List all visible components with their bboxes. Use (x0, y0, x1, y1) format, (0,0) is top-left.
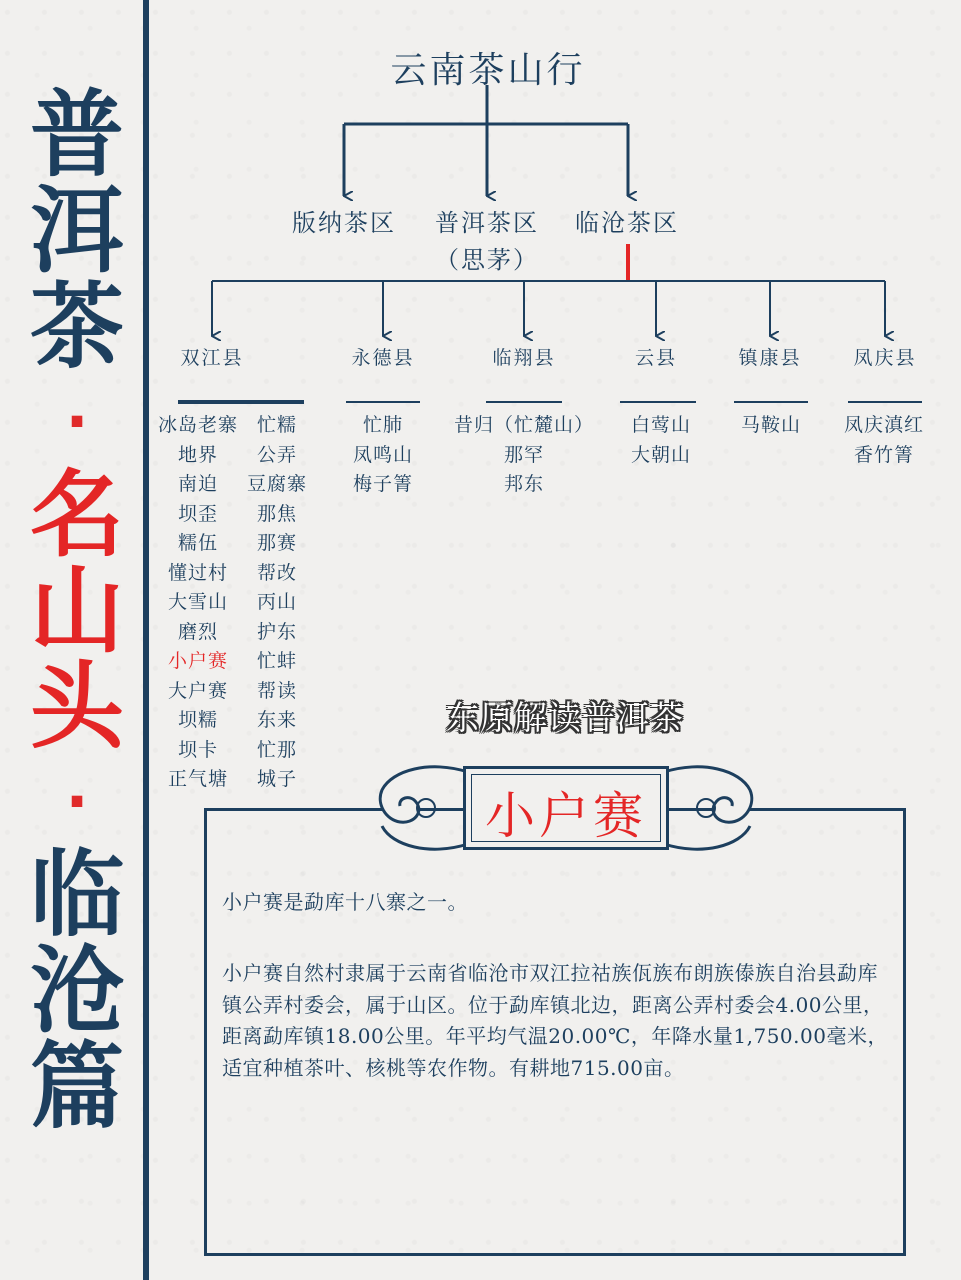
mountain-item: 忙那 (256, 738, 297, 761)
title-char: 篇 (29, 1033, 124, 1142)
mountain-item-highlighted: 小户赛 (167, 650, 228, 672)
mountain-item: 懂过村 (167, 561, 228, 584)
mountain-item: 护东 (256, 620, 297, 643)
title-char: 洱 (29, 177, 124, 286)
title-char: 临 (29, 841, 124, 950)
mountain-item: 公弄 (256, 443, 297, 466)
mountain-item: 忙肺 (362, 414, 403, 436)
mountain-item: 马鞍山 (740, 414, 801, 436)
county-fengqing: 凤庆县 (853, 347, 917, 369)
banner-scroll-left (380, 767, 468, 849)
county-shuangjiang: 双江县 (180, 347, 244, 369)
banner-title: 小户赛 (485, 787, 647, 845)
title-char: 头 (29, 653, 124, 762)
mountain-item: 昔归（忙麓山） (453, 414, 594, 436)
mountain-item: 地界 (177, 443, 218, 466)
tree-root: 云南茶山行 (390, 50, 586, 91)
mountain-item: 大朝山 (630, 443, 691, 466)
mountain-item: 凤庆滇红 (843, 414, 924, 436)
mountain-item: 东来 (256, 709, 297, 731)
banner-scroll-right (664, 767, 752, 849)
mountain-item: 梅子箐 (352, 473, 413, 495)
mountain-item: 帮读 (256, 679, 297, 702)
mountain-item: 正气塘 (167, 768, 228, 790)
region-puer: 普洱茶区 (435, 209, 539, 237)
mountain-item: 冰岛老寨 (157, 414, 238, 436)
mountain-item: 邦东 (503, 473, 544, 495)
mountain-item: 大雪山 (167, 591, 228, 613)
county-zhenkang: 镇康县 (738, 347, 802, 369)
mountain-item: 帮改 (256, 561, 297, 584)
mountain-item: 磨烈 (177, 620, 218, 643)
mountain-item: 白莺山 (630, 414, 691, 436)
info-paragraph-1: 小户赛是勐库十八寨之一。 (222, 890, 468, 914)
mountain-item: 那罕 (503, 443, 544, 466)
mountain-item: 忙蚌 (256, 650, 297, 672)
mountain-item: 糯伍 (177, 532, 218, 554)
mountain-item: 坝歪 (177, 502, 218, 525)
title-char: 山 (29, 557, 124, 666)
info-paragraph-2: 小户赛自然村隶属于云南省临沧市双江拉祜族佤族布朗族傣族自治县勐库镇公弄村委会，属于山区。位于勐库镇北边，距离公弄村委会4.00公里，距离勐库镇18.00公里。年平均气温20.00℃，年降水量1,750.00毫米，适宜种植茶叶、核桃等农作物。有耕地715.00亩。 (222, 961, 888, 1080)
title-char: 名 (29, 461, 124, 570)
county-linxiang: 临翔县 (492, 347, 556, 369)
mountain-item: 那赛 (256, 532, 297, 554)
mountain-item: 香竹箐 (853, 443, 914, 466)
title-char: 普 (29, 81, 124, 190)
brand-caption: 东原解读普洱茶 (446, 698, 684, 737)
mountain-item: 城子 (256, 768, 297, 790)
title-separator: · (65, 387, 89, 457)
title-char: 沧 (29, 937, 124, 1046)
mountain-item: 那焦 (256, 502, 297, 525)
title-char: 茶 (29, 273, 124, 382)
mountain-item: 大户赛 (167, 679, 228, 702)
title-separator: · (65, 767, 89, 837)
mountain-item: 南迫 (177, 473, 218, 495)
mountain-item: 坝卡 (177, 738, 218, 761)
county-yunxian: 云县 (634, 347, 678, 369)
mountain-item: 豆腐寨 (246, 473, 307, 495)
region-lincang: 临沧茶区 (575, 209, 679, 237)
county-yongde: 永德县 (351, 347, 415, 369)
mountain-item: 凤鸣山 (352, 443, 413, 466)
region-puer-note: （思茅） (435, 246, 539, 274)
mountain-item: 忙糯 (256, 414, 297, 436)
mountain-item: 丙山 (256, 591, 297, 613)
region-banna: 版纳茶区 (292, 209, 396, 237)
mountain-item: 坝糯 (177, 709, 218, 731)
